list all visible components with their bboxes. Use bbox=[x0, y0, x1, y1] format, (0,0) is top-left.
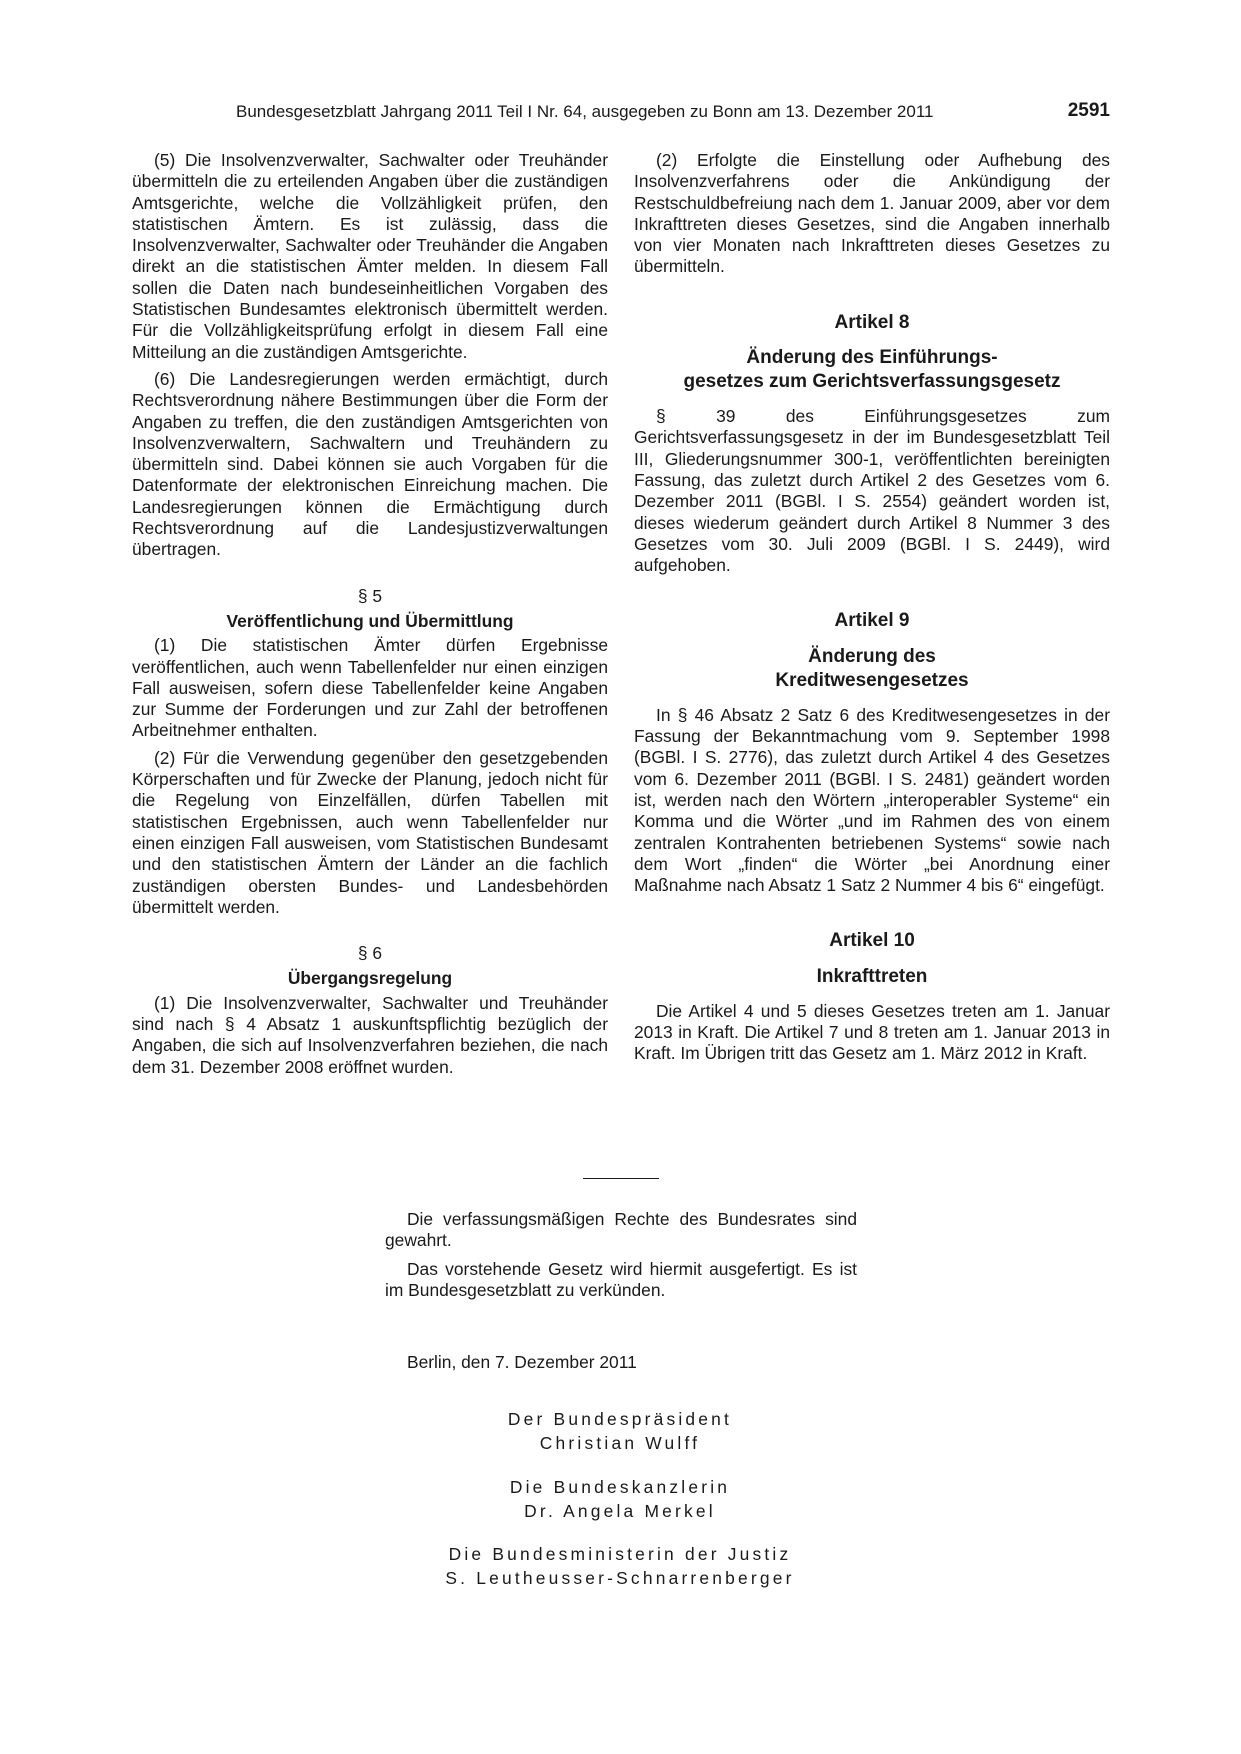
article-10-text: Die Artikel 4 und 5 dieses Gesetzes treten am 1. Januar 2013 in Kraft. Die Artikel 7 und 8 treten am 1. Januar 2013 in Kraft. Im Übrigen tritt das Gesetz am 1. März 2012 in Kraft. bbox=[634, 1000, 1110, 1064]
article-8-title-line-2: gesetzes zum Gerichtsverfassungsgesetz bbox=[683, 371, 1061, 393]
section-6-title: Übergangsregelung bbox=[287, 968, 453, 989]
closing-paragraph-2: Das vorstehende Gesetz wird hiermit ausgefertigt. Es ist im Bundesgesetzblatt zu verkünden. bbox=[385, 1258, 857, 1300]
closing-paragraph-1: Die verfassungsmäßigen Rechte des Bundesrates sind gewahrt. bbox=[385, 1209, 857, 1251]
section-5-title: Veröffentlichung und Übermittlung bbox=[226, 610, 514, 631]
article-9-title-line-1: Änderung des bbox=[808, 645, 936, 667]
article-8-title-line-1: Änderung des Einführungs- bbox=[746, 347, 998, 369]
article-10-number: Artikel 10 bbox=[829, 930, 915, 952]
section-6-sign: § 6 bbox=[357, 943, 383, 964]
signature-office: Der Bundespräsident bbox=[507, 1409, 733, 1429]
signature-block-minister bbox=[380, 1542, 860, 1590]
article-8-title bbox=[634, 346, 1110, 394]
signature-name: Dr. Angela Merkel bbox=[524, 1501, 716, 1521]
signature-name: Christian Wulff bbox=[539, 1433, 701, 1453]
article-8-number: Artikel 8 bbox=[834, 311, 910, 333]
signature-office: Die Bundeskanzlerin bbox=[509, 1477, 731, 1497]
section-divider bbox=[583, 1178, 659, 1179]
running-title: Bundesgesetzblatt Jahrgang 2011 Teil I Nr. 64, ausgegeben zu Bonn am 13. Dezember 2011 bbox=[236, 102, 934, 121]
article-9-title bbox=[634, 645, 1110, 693]
section-5-paragraph-2: (2) Für die Verwendung gegenüber den gesetzgebenden Körperschaften und für Zwecke der Planung, jedoch nicht für die Regelung von Einzelfällen, dürfen Tabellen mit statistischen Ergebnissen, auch wenn Tabellenfelder nur einen einzigen Fall ausweisen, vom Statistischen Bundesamt und den statistischen Ämtern der Länder an die fachlich zuständigen obersten Bundes- und Landesbehörden übermittelt werden. bbox=[132, 747, 608, 917]
place-date: Berlin, den 7. Dezember 2011 bbox=[407, 1352, 637, 1372]
section-5-sign: § 5 bbox=[357, 585, 383, 606]
signature-name: S. Leutheusser-Schnarrenberger bbox=[445, 1568, 795, 1588]
page-number: 2591 bbox=[1067, 100, 1110, 121]
page-header bbox=[236, 100, 1110, 124]
right-column bbox=[634, 150, 1110, 1071]
section-6-paragraph-1: (1) Die Insolvenzverwalter, Sachwalter und Treuhänder sind nach § 4 Absatz 1 auskunftspflichtig bezüglich der Angaben, die sich auf Insolvenzverfahren beziehen, die nach dem 31. Dezember 2008 eröffnet wurden. bbox=[132, 992, 608, 1077]
article-9-title-line-2: Kreditwesengesetzes bbox=[775, 669, 969, 691]
signature-block-chancellor bbox=[380, 1475, 860, 1523]
signature-office: Die Bundesministerin der Justiz bbox=[448, 1544, 792, 1564]
article-9-text: In § 46 Absatz 2 Satz 6 des Kreditwesengesetzes in der Fassung der Bekanntmachung vom 9. September 1998 (BGBl. I S. 2776), das zuletzt durch Artikel 4 des Gesetzes vom 6. Dezember 2011 (BGBl. I S. 2481) geändert worden ist, werden nach den Wörtern „interoperabler Systeme“ ein Komma und die Wörter „und im Rahmen des von einem zentralen Kontrahenten betriebenen Systems“ sowie nach dem Wort „finden“ die Wörter „bei Anordnung einer Maßnahme nach Absatz 1 Satz 2 Nummer 4 bis 6“ eingefügt. bbox=[634, 704, 1110, 896]
article-9-number: Artikel 9 bbox=[834, 610, 910, 632]
signature-block-president bbox=[380, 1407, 860, 1455]
paragraph-5: (5) Die Insolvenzverwalter, Sachwalter oder Treuhänder übermitteln die zu erteilenden Angaben über die zuständigen Amtsgerichte, welche die Vollzähligkeit prüfen, den statistischen Ämtern. Es ist zulässig, dass die Insolvenzverwalter, Sachwalter oder Treuhänder die Angaben direkt an die statistischen Ämter melden. In diesem Fall sollen die Daten nach bundeseinheitlichen Vorgaben des Statistischen Bundesamtes elektronisch übermittelt werden. Für die Vollzähligkeitsprüfung erfolgt in diesem Fall eine Mitteilung an die zuständigen Amtsgerichte. bbox=[132, 150, 608, 362]
article-8-text: § 39 des Einführungsgesetzes zum Gerichtsverfassungsgesetz in der im Bundesgesetzblatt Teil III, Gliederungsnummer 300-1, veröffentlichten bereinigten Fassung, das zuletzt durch Artikel 2 des Gesetzes vom 6. Dezember 2011 (BGBl. I S. 2554) geändert worden ist, dieses wiederum geändert durch Artikel 8 Nummer 3 des Gesetzes vom 30. Juli 2009 (BGBl. I S. 2449), wird aufgehoben. bbox=[634, 406, 1110, 576]
left-column bbox=[132, 150, 608, 1084]
paragraph-2: (2) Erfolgte die Einstellung oder Aufhebung des Insolvenzverfahrens oder die Ankündigung der Restschuldbefreiung nach dem 1. Januar 2009, aber vor dem Inkrafttreten dieses Gesetzes, sind die Angaben innerhalb von vier Monaten nach Inkrafttreten dieses Gesetzes zu übermitteln. bbox=[634, 150, 1110, 277]
closing-formula bbox=[385, 1209, 857, 1308]
section-5-paragraph-1: (1) Die statistischen Ämter dürfen Ergebnisse veröffentlichen, auch wenn Tabellenfelder nur einen einzigen Fall ausweisen, sofern diese Tabellenfelder keine Angaben zur Summe der Forderungen und zur Zahl der betroffenen Arbeitnehmer enthalten. bbox=[132, 635, 608, 741]
article-10-title: Inkrafttreten bbox=[816, 965, 928, 987]
paragraph-6: (6) Die Landesregierungen werden ermächtigt, durch Rechtsverordnung nähere Bestimmungen über die Form der Angaben zu treffen, die den zuständigen Amtsgerichten von Insolvenzverwaltern, Sachwaltern und Treuhändern zu übermitteln sind. Dabei können sie auch Vorgaben für die Datenformate der elektronischen Einreichung machen. Die Landesregierungen können die Ermächtigung durch Rechtsverordnung auf die Landesjustizverwaltungen übertragen. bbox=[132, 368, 608, 560]
